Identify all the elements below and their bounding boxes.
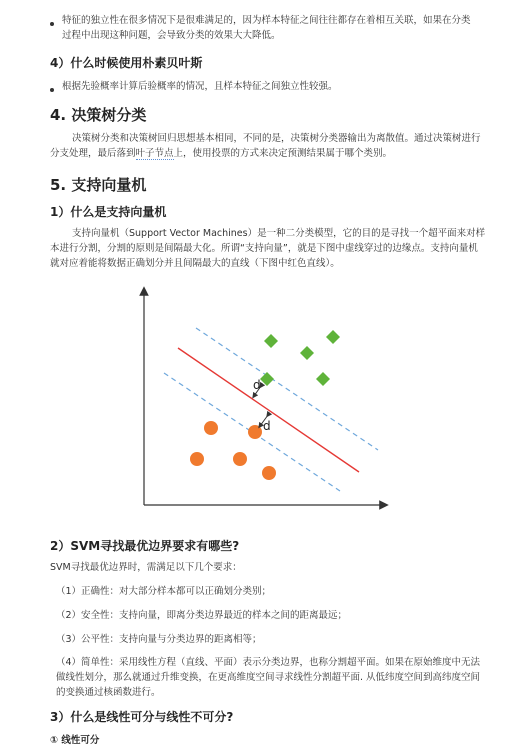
distance-label-upper: d	[253, 378, 261, 392]
requirement-item: （3）公平性：支持向量与分类边界的距离相等；	[56, 634, 262, 645]
bullet-text-naive-bayes: 根据先验概率计算后验概率的情况，且样本特征之间独立性较强。	[62, 81, 338, 92]
circle-point	[190, 452, 204, 466]
decision-tree-paragraph	[50, 131, 490, 161]
svm-paragraph	[50, 226, 490, 271]
paragraph-line: （4）简单性：采用线性方程（直线、平面）表示分类边界，也称分割超平面。如果在原始维度中无法	[56, 657, 481, 668]
circle-point	[233, 452, 247, 466]
circle-point	[248, 425, 262, 439]
text: 决策树分类和决策树回归思想基本相同，不同的是，决策树分类器输出为离散值。通过决策树进行	[72, 133, 481, 144]
paragraph-line: 支持向量机（Support Vector Machines）是一种二分类模型，它的目的是寻找一个超平面来对样	[72, 228, 486, 239]
section-heading-linear-separability: 3）什么是线性可分与线性不可分?	[50, 710, 234, 724]
separating-line	[178, 348, 359, 472]
diamond-point	[300, 346, 314, 360]
section-heading-when-naive-bayes: 4）什么时候使用朴素贝叶斯	[50, 56, 203, 70]
subsection-linearly-separable: ① 线性可分	[50, 735, 100, 746]
text: 分支处理，最后落到	[50, 148, 136, 159]
bullet-text-line-1: 特征的独立性在很多情况下是很难满足的，因为样本特征之间往往都存在着相互关联，如果在分类	[62, 15, 471, 26]
paragraph-line	[50, 131, 490, 146]
svm-requirements-intro: SVM寻找最优边界时，需满足以下几个要求：	[50, 562, 242, 573]
upper-margin-line	[196, 328, 378, 450]
distance-label-lower: d	[263, 419, 271, 433]
requirement-item-4	[56, 655, 496, 700]
paragraph-line: 做线性划分，那么就通过升维变换，在更高维度空间寻求线性分割超平面. 从低纬度空间到高纬度空间	[56, 672, 481, 683]
requirement-item: （2）安全性：支持向量，即离分类边界最近的样本之间的距离最远；	[56, 610, 348, 621]
paragraph-line: 本进行分割，分割的原则是间隔最大化。所谓“支持向量”，就是下图中虚线穿过的边缘点。支持向量机	[50, 243, 478, 254]
circle-point	[204, 421, 218, 435]
section-heading-decision-tree: 4. 决策树分类	[50, 106, 147, 124]
section-heading-what-is-svm: 1）什么是支持向量机	[50, 205, 167, 219]
diamond-point	[326, 330, 340, 344]
diamond-point	[260, 372, 274, 386]
bullet-dot	[50, 22, 54, 26]
diamond-point	[264, 334, 278, 348]
requirement-item: （1）正确性：对大部分样本都可以正确划分类别；	[56, 586, 272, 597]
bullet-text-line-2: 过程中出现这种问题，会导致分类的效果大大降低。	[62, 30, 281, 41]
paragraph-line	[50, 146, 490, 161]
leaf-node-link[interactable]: 叶子节点	[135, 148, 174, 159]
circle-point	[262, 466, 276, 480]
section-heading-svm-requirements: 2）SVM寻找最优边界要求有哪些?	[50, 539, 240, 553]
svm-figure	[130, 285, 390, 515]
bullet-dot	[50, 88, 54, 92]
paragraph-line: 就对应着能将数据正确划分并且间隔最大的直线（下图中红色直线）。	[50, 258, 340, 269]
diamond-point	[316, 372, 330, 386]
text: 上，使用投票的方式来决定预测结果属于哪个类别。	[173, 148, 393, 159]
section-heading-svm: 5. 支持向量机	[50, 176, 147, 194]
paragraph-line: 的变换通过核函数进行。	[56, 687, 161, 698]
